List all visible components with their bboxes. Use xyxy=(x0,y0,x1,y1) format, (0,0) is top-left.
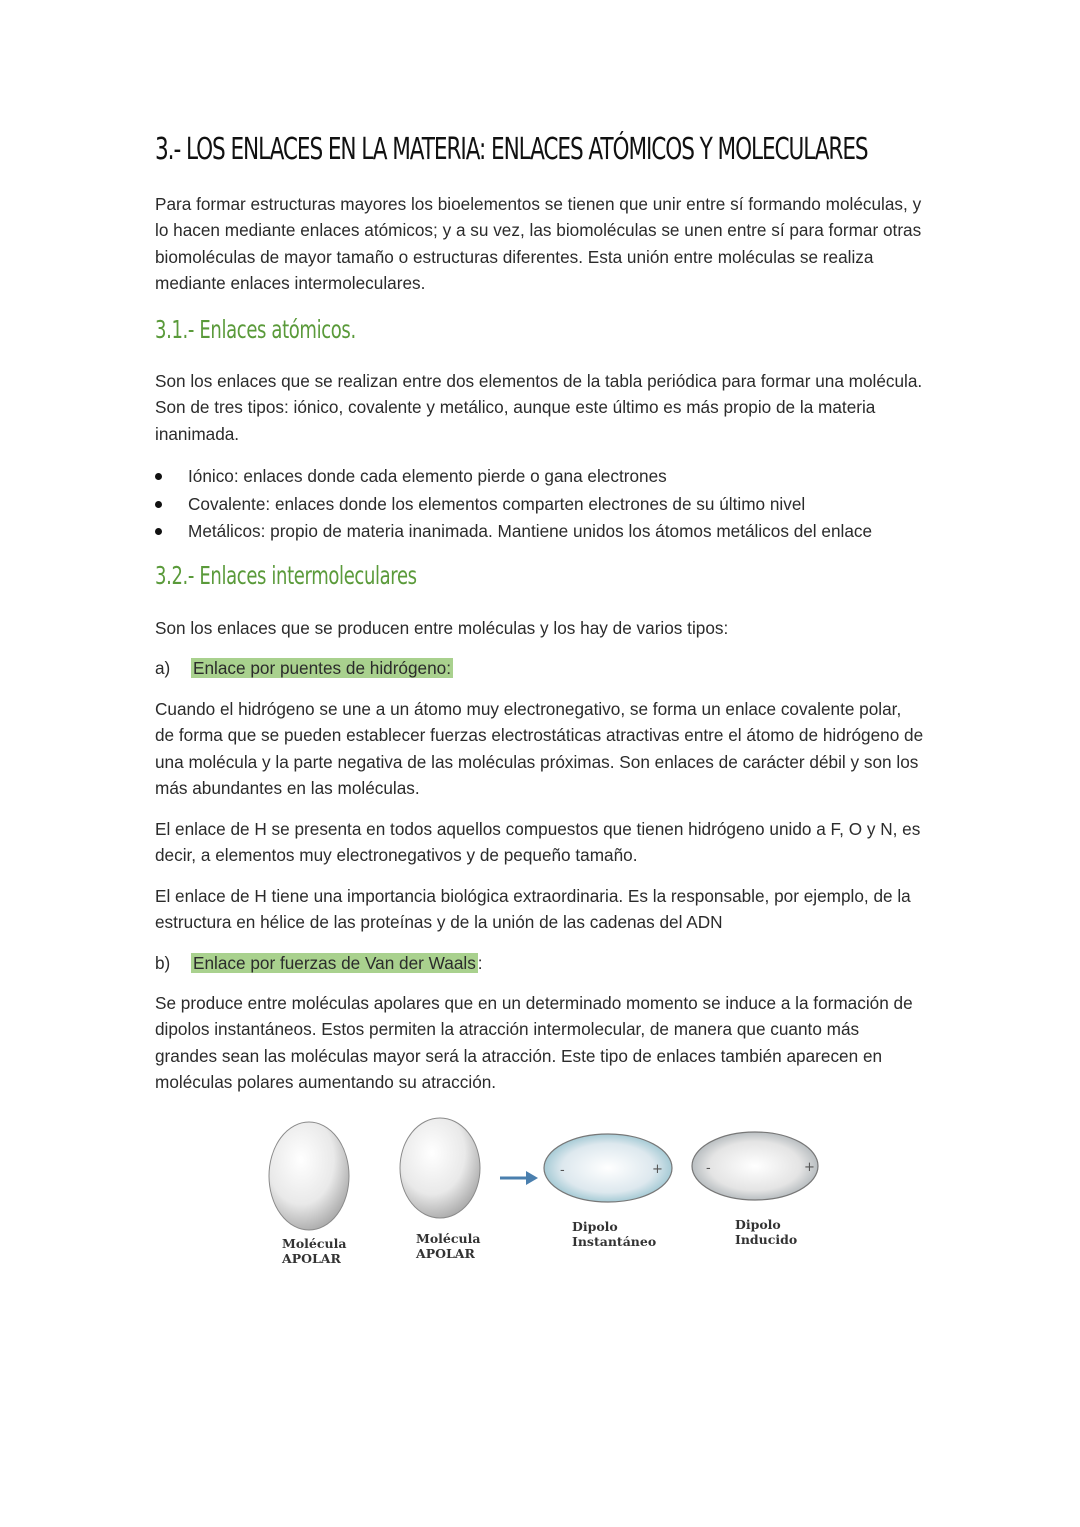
figure-label: Dipolo Inducido xyxy=(735,1217,798,1247)
atomic-paragraph: Son los enlaces que se realizan entre dos elementos de la tabla periódica para formar una molécula. Son de tres tipos: iónico, covalente y metálico, aunque este último es más propio de la materia inanimada. xyxy=(155,371,923,444)
bullet-text: Iónico: enlaces donde cada elemento pierde o gana electrones xyxy=(188,466,667,486)
hydrogen-paragraph-3: El enlace de H tiene una importancia biológica extraordinaria. Es la responsable, por ejemplo, de la estructura en hélice de las proteínas y de la unión de las cadenas del ADN xyxy=(155,886,911,933)
bullet-text: Metálicos: propio de materia inanimada. Mantiene unidos los átomos metálicos del enlace xyxy=(188,521,873,541)
subsection-b xyxy=(155,950,483,976)
apolar-molecule-shape xyxy=(400,1118,480,1218)
bullet-text: Covalente: enlaces donde los elementos comparten electrones de su último nivel xyxy=(188,493,806,514)
intro-paragraph: Para formar estructuras mayores los bioelementos se tienen que unir entre sí formando moléculas, y lo hacen mediante enlaces atómicos; y a su vez, las biomoléculas se unen entre sí para formar otras biomoléculas de mayor tamaño o estructuras diferentes. Esta unión entre moléculas se realiza mediante enlaces intermoleculares. xyxy=(155,194,922,293)
bullet-icon xyxy=(155,473,162,480)
list-item xyxy=(155,463,935,491)
label-colon: : xyxy=(477,953,483,973)
subsection-letter: a) xyxy=(155,658,171,678)
minus-sign: - xyxy=(560,1163,565,1178)
arrow-right-icon xyxy=(500,1171,538,1185)
highlighted-label: Enlace por fuerzas de Van der Waals xyxy=(193,953,476,973)
plus-sign: + xyxy=(652,1162,663,1177)
plus-sign: + xyxy=(804,1160,815,1175)
apolar-molecule-shape xyxy=(269,1122,349,1230)
page-title: 3.- LOS ENLACES EN LA MATERIA: ENLACES ATÓMICOS Y MOLECULARES xyxy=(155,132,868,167)
intermolecular-paragraph: Son los enlaces que se producen entre moléculas y los hay de varios tipos: xyxy=(155,618,729,638)
induced-dipole-shape xyxy=(692,1132,818,1200)
figure-label: Molécula APOLAR xyxy=(282,1236,347,1266)
figure-label: Molécula APOLAR xyxy=(416,1231,481,1261)
dipole-illustration xyxy=(260,1110,840,1280)
minus-sign: - xyxy=(706,1161,711,1176)
subsection-a xyxy=(155,655,453,681)
subsection-letter: b) xyxy=(155,953,171,973)
list-item xyxy=(155,518,935,546)
van-der-waals-paragraph: Se produce entre moléculas apolares que en un determinado momento se induce a la formación de dipolos instantáneos. Estos permiten la atracción intermolecular, de manera que cuanto más grandes sean las moléculas mayor será la atracción. Este tipo de enlaces también aparecen en moléculas polares aumentando su atracción. xyxy=(155,993,913,1092)
figure-label: Dipolo Instantáneo xyxy=(572,1219,657,1249)
bullet-icon xyxy=(155,528,162,535)
bullet-icon xyxy=(155,501,162,508)
hydrogen-paragraph-2: El enlace de H se presenta en todos aquellos compuestos que tienen hidrógeno unido a F, O y N, es decir, a elementos muy electronegativos y de pequeño tamaño. xyxy=(155,819,921,866)
hydrogen-paragraph-1: Cuando el hidrógeno se une a un átomo muy electronegativo, se forma un enlace covalente polar, de forma que se pueden establecer fuerzas electrostáticas atractivas entre el átomo de hidrógeno de una molécula y la parte negativa de las moléculas próximas. Son enlaces de carácter débil y son los más abundantes en las moléculas. xyxy=(155,699,924,798)
section-heading-intermolecular: 3.2.- Enlaces intermoleculares xyxy=(155,561,417,590)
bond-types-list xyxy=(155,463,935,546)
dipole-figure xyxy=(260,1110,840,1280)
highlighted-label: Enlace por puentes de hidrógeno: xyxy=(193,658,452,678)
section-heading-atomic: 3.1.- Enlaces atómicos. xyxy=(155,315,356,344)
list-item xyxy=(155,491,935,519)
